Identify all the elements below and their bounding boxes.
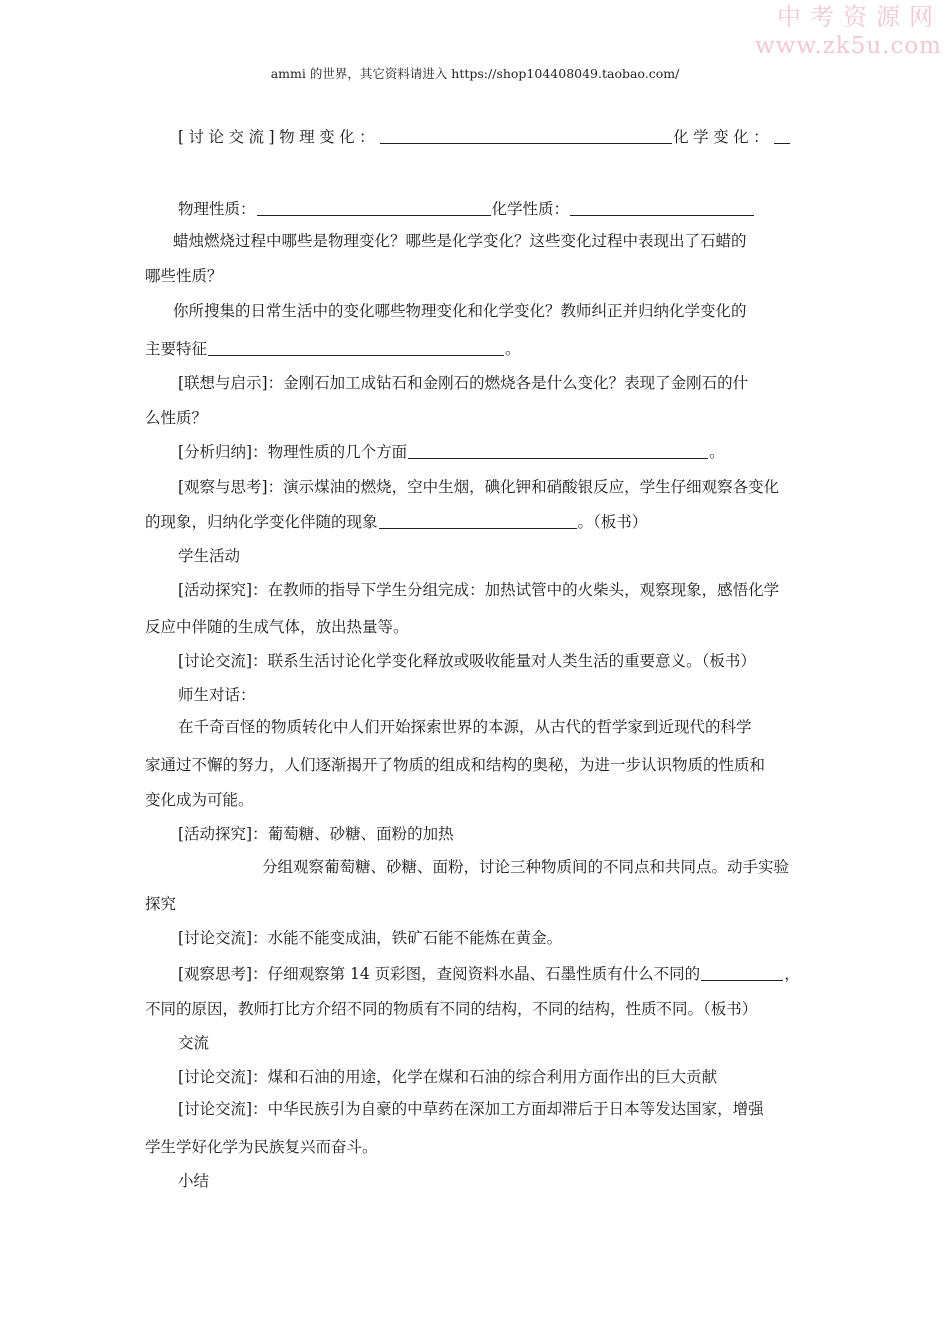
watermark-text: 中考资源网 xyxy=(777,3,942,31)
paragraph-line: 变化成为可能。 xyxy=(145,791,254,809)
section-heading: 小结 xyxy=(178,1172,210,1190)
label-physical-change: [讨论交流]物理变化： xyxy=(178,128,380,146)
paragraph-line: 在千奇百怪的物质转化中人们开始探索世界的本源，从古代的哲学家到近现代的科学 xyxy=(178,718,752,736)
paragraph-line: 探究 xyxy=(145,895,177,913)
line-main-features xyxy=(145,338,521,360)
paragraph-line: [讨论交流]：水能不能变成油，铁矿石能不能炼在黄金。 xyxy=(178,929,563,947)
paragraph-line: 学生学好化学为民族复兴而奋斗。 xyxy=(145,1138,378,1156)
watermark xyxy=(755,2,942,61)
paragraph-line: [联想与启示]：金刚石加工成钻石和金刚石的燃烧各是什么变化？表现了金刚石的什 xyxy=(178,374,749,392)
label-phenomenon: 的现象，归纳化学变化伴随的现象 xyxy=(145,513,378,531)
paragraph-line: [活动探究]：在教师的指导下学生分组完成：加热试管中的火柴头，观察现象，感悟化学 xyxy=(178,581,780,599)
paragraph-line: 家通过不懈的努力，人们逐渐揭开了物质的组成和结构的奥秘，为进一步认识物质的性质和 xyxy=(145,756,766,774)
line-analysis xyxy=(178,441,725,463)
watermark-url: www.zk5u.com xyxy=(755,33,942,59)
blank-phenomenon[interactable] xyxy=(379,513,577,529)
punctuation: 。 xyxy=(709,443,725,461)
blank-analysis[interactable] xyxy=(408,443,708,459)
page-header: ammi 的世界，其它资料请进入 https://shop104408049.taobao.com/ xyxy=(270,66,680,81)
paragraph-line: [讨论交流]：中华民族引为自豪的中草药在深加工方面却滞后于日本等发达国家，增强 xyxy=(178,1100,764,1118)
paragraph-line: [讨论交流]：联系生活讨论化学变化释放或吸收能量对人类生活的重要意义。（板书） xyxy=(178,652,756,670)
section-heading: 师生对话： xyxy=(178,686,256,704)
blank-chemical-change[interactable] xyxy=(774,128,790,144)
paragraph-line: 反应中伴随的生成气体，放出热量等。 xyxy=(145,618,409,636)
paragraph-line: 么性质？ xyxy=(145,409,208,427)
blank-main-features[interactable] xyxy=(208,340,504,356)
punctuation: ， xyxy=(784,965,800,983)
paragraph-line: 你所搜集的日常生活中的变化哪些物理变化和化学变化？教师纠正并归纳化学变化的 xyxy=(173,302,747,320)
label-observation: [观察思考]：仔细观察第 14 页彩图，查阅资料水晶、石墨性质有什么不同的 xyxy=(178,965,701,983)
label-physical-property: 物理性质： xyxy=(178,200,256,218)
blank-physical-change[interactable] xyxy=(380,128,672,144)
label-main-features: 主要特征 xyxy=(145,340,208,358)
paragraph-line: [活动探究]：葡萄糖、砂糖、面粉的加热 xyxy=(178,825,454,843)
section-heading: 学生活动 xyxy=(178,547,241,565)
punctuation: 。 xyxy=(505,340,521,358)
section-heading: 交流 xyxy=(178,1034,210,1052)
line-properties xyxy=(178,198,755,220)
paragraph-line: 哪些性质？ xyxy=(145,267,223,285)
paragraph-line: 蜡烛燃烧过程中哪些是物理变化？哪些是化学变化？这些变化过程中表现出了石蜡的 xyxy=(173,232,747,250)
line-observation xyxy=(178,963,800,985)
paragraph-line: 不同的原因，教师打比方介绍不同的物质有不同的结构，不同的结构，性质不同。（板书） xyxy=(145,1000,758,1018)
paragraph-line: [观察与思考]：演示煤油的燃烧，空中生烟，碘化钾和硝酸银反应，学生仔细观察各变化 xyxy=(178,478,780,496)
line-phenomenon xyxy=(145,511,647,533)
label-analysis: [分析归纳]：物理性质的几个方面 xyxy=(178,443,408,461)
paragraph-line: [讨论交流]：煤和石油的用途，化学在煤和石油的综合利用方面作出的巨大贡献 xyxy=(178,1068,718,1086)
blank-chemical-property[interactable] xyxy=(570,200,754,216)
label-chemical-property: 化学性质： xyxy=(491,200,570,218)
label-chemical-change: 化学变化： xyxy=(673,128,774,146)
blank-observation[interactable] xyxy=(701,965,783,981)
line-discussion-physical-chemical xyxy=(178,126,791,148)
punctuation: 。（板书） xyxy=(577,513,648,531)
blank-physical-property[interactable] xyxy=(257,200,491,216)
paragraph-line: 分组观察葡萄糖、砂糖、面粉，讨论三种物质间的不同点和共同点。动手实验 xyxy=(262,858,790,876)
